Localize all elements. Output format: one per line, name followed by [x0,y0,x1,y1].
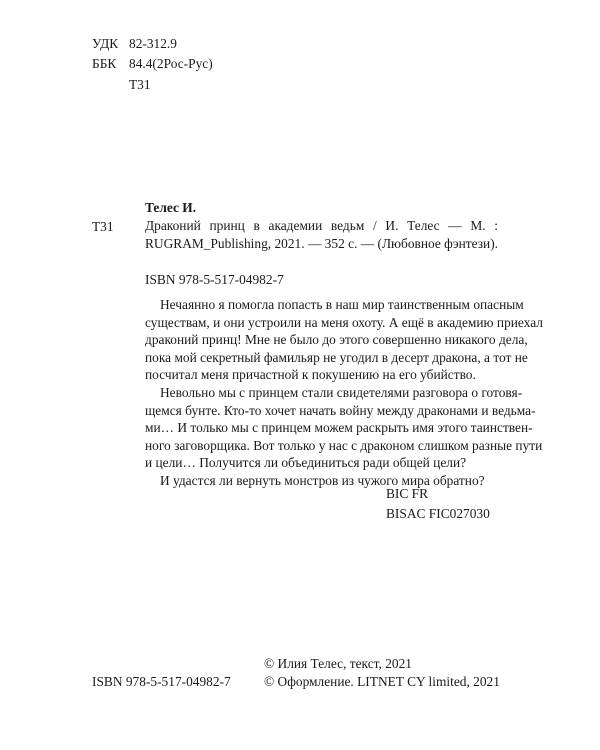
biblio-line: Драконий принц в академии ведьм / И. Телес — М. : [145,218,498,233]
author-mark-header: Т31 [129,77,151,92]
author-mark-card: Т31 [92,219,114,234]
copyright-text: © Илия Телес, текст, 2021 [264,656,412,671]
annotation [145,296,543,490]
bbk-value: 84.4(2Рос-Рус) [129,56,213,71]
isbn-main: ISBN 978-5-517-04982-7 [145,272,284,287]
bibliographic-description [145,217,498,252]
udk-value: 82-312.9 [129,36,177,51]
annotation-line: и цели… Получится ли объединиться ради общей цели? [145,455,467,471]
copyright-design: © Оформление. LITNET CY limited, 2021 [264,674,500,689]
biblio-line: RUGRAM_Publishing, 2021. — 352 с. — (Любовное фэнтези). [145,235,498,251]
udk-label: УДК [92,36,119,51]
annotation-line: щемся бунте. Кто-то хочет начать войну между драконами и ведьма- [145,402,536,418]
annotation-line: пока мой секретный фамильяр не угодил в десерт дракона, а тот не [145,349,528,365]
annotation-line: И удастся ли вернуть монстров из чужого мира обратно? [160,472,485,488]
bic-code: BIC FR [386,486,429,501]
annotation-line: существам, и они устроили на меня охоту. А ещё в академию приехал [145,314,543,330]
annotation-line: Нечаянно я помогла попасть в наш мир таинственным опасным [160,297,524,312]
author-name: Телес И. [145,200,197,215]
annotation-line: драконий принц! Мне не было до этого совершенно никакого дела, [145,332,528,348]
bisac-code: BISAC FIC027030 [386,506,490,521]
annotation-line: ми… И только мы с принцем можем раскрыть имя этого таинствен- [145,420,533,436]
annotation-line: ного заговорщика. Вот только у нас с драконом слишком разные пути [145,437,543,453]
annotation-line: посчитал меня причастной к покушению на его убийство. [145,367,476,383]
isbn-footer: ISBN 978-5-517-04982-7 [92,674,231,689]
annotation-line: Невольно мы с принцем стали свидетелями разговора о готовя- [160,384,523,400]
bbk-label: ББК [92,56,117,71]
